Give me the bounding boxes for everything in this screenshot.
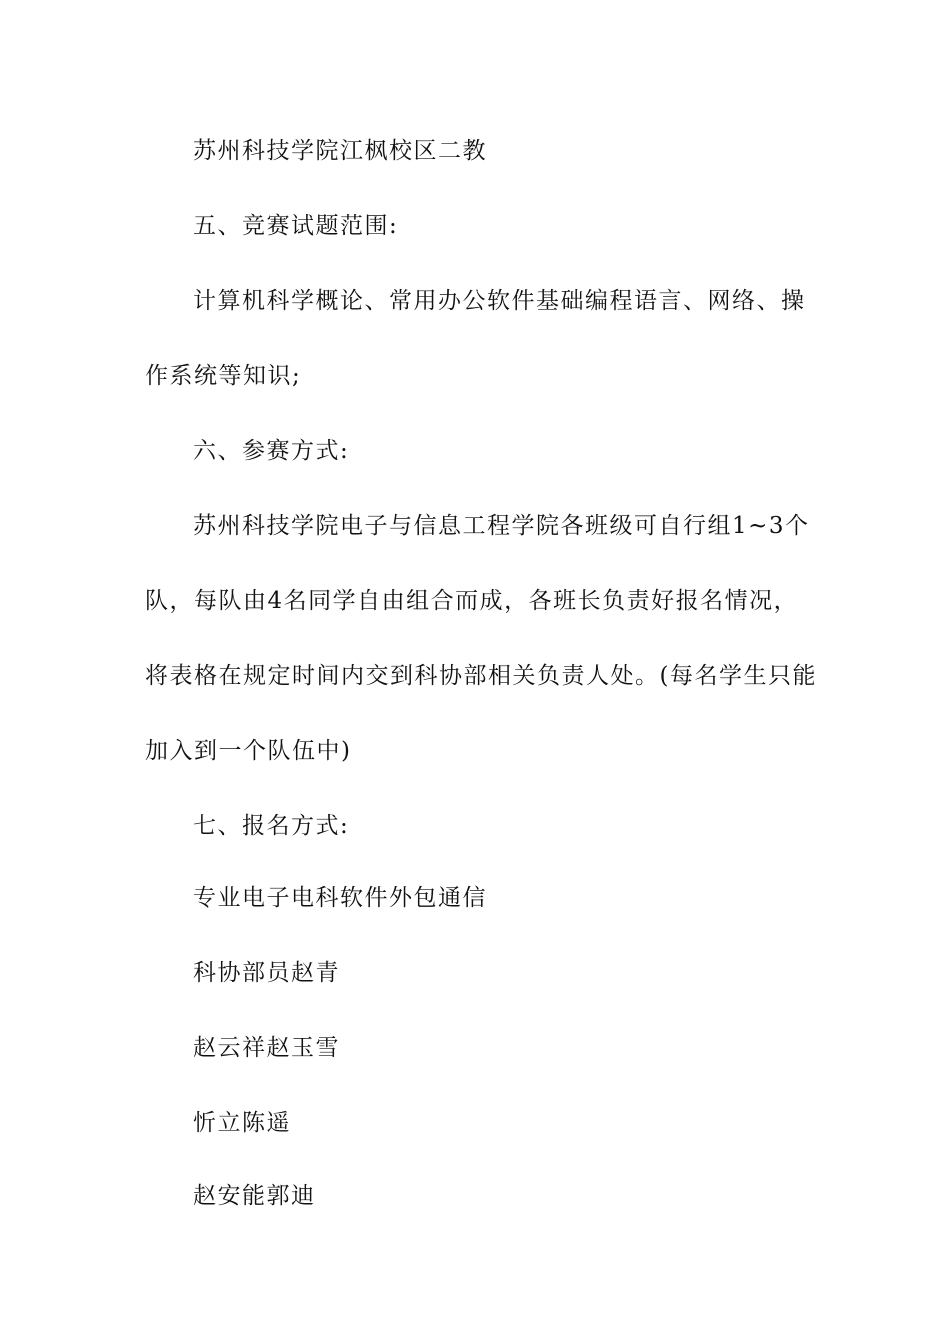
participation-paragraph-line-2: 队，每队由4名同学自由组合而成，各班长负责好报名情况，: [145, 588, 799, 614]
registration-contact-2: 赵云祥赵玉雪: [193, 1035, 340, 1061]
scope-paragraph-line-2: 作系统等知识;: [145, 363, 302, 389]
participation-paragraph-line-4: 加入到一个队伍中): [145, 738, 352, 764]
registration-contact-3: 忻立陈遥: [193, 1110, 291, 1136]
participation-paragraph-line-1: 苏州科技学院电子与信息工程学院各班级可自行组1~3个: [193, 513, 810, 539]
section-heading-participation: 六、参赛方式:: [193, 438, 350, 464]
registration-contact-4: 赵安能郭迪: [193, 1183, 316, 1209]
registration-majors: 专业电子电科软件外包通信: [193, 885, 487, 911]
venue-line: 苏州科技学院江枫校区二教: [193, 138, 487, 164]
registration-contact-1: 科协部员赵青: [193, 960, 340, 986]
section-heading-scope: 五、竞赛试题范围:: [193, 213, 399, 239]
scope-paragraph-line-1: 计算机科学概论、常用办公软件基础编程语言、网络、操: [193, 288, 806, 314]
participation-paragraph-line-3: 将表格在规定时间内交到科协部相关负责人处。(每名学生只能: [145, 663, 817, 689]
section-heading-registration: 七、报名方式:: [193, 813, 350, 839]
